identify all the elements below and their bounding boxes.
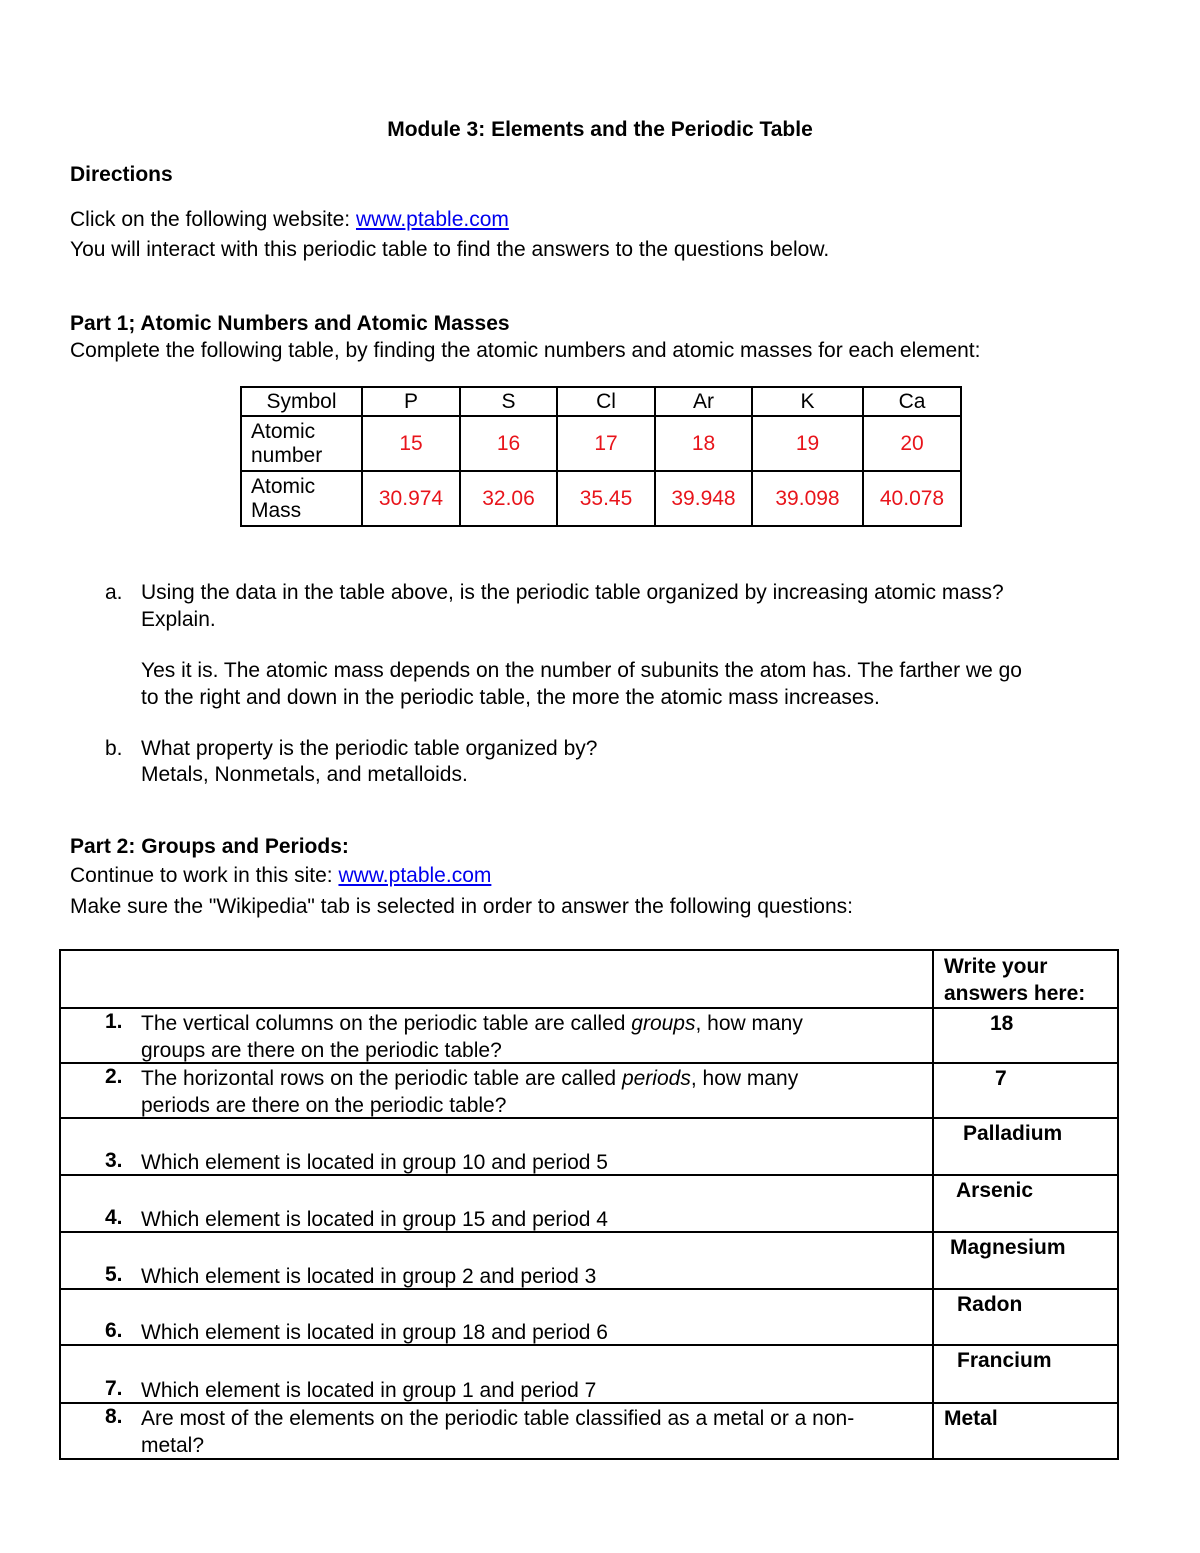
directions-heading: Directions [70,163,173,186]
question-cell [60,1289,933,1345]
atomic-number-cell: 18 [655,416,752,471]
table-row [60,1063,1118,1118]
row-label-line: Mass [251,498,302,522]
question-text: Which element is located in group 18 and period 6 [141,1321,608,1344]
question-cell [60,1232,933,1289]
groups-periods-table [59,949,1119,1460]
answer-cell: 7 [933,1063,1118,1118]
question-text: Are most of the elements on the periodic table classified as a metal or a non-metal? [141,1407,855,1457]
atomic-number-row [241,416,961,471]
question-text-part: The horizontal rows on the periodic table are called [141,1067,622,1090]
question-number: 5. [105,1263,123,1286]
question-text: Which element is located in group 1 and period 7 [141,1379,597,1402]
table-row [60,1008,1118,1063]
question-a-line1: Using the data in the table above, is the periodic table organized by increasing atomic mass? [141,581,1004,604]
directions-line1-text: Click on the following website: [70,208,356,231]
atomic-mass-cell: 40.078 [863,471,961,526]
question-text-part: , how many [690,1067,799,1090]
part1-instruction: Complete the following table, by finding the atomic numbers and atomic masses for each element: [70,339,981,362]
answer-cell: Palladium [933,1118,1118,1175]
atomic-data-table [240,386,962,527]
ptable-link-2[interactable]: www.ptable.com [338,864,492,887]
question-text: Which element is located in group 10 and period 5 [141,1151,608,1174]
symbol-cell: P [362,387,460,416]
question-number: 8. [105,1405,123,1428]
question-cell [60,1345,933,1403]
atomic-mass-cell: 39.948 [655,471,752,526]
question-text-part: The vertical columns on the periodic table are called [141,1012,632,1035]
atomic-number-cell: 17 [557,416,655,471]
symbol-cell: Cl [557,387,655,416]
question-number: 2. [105,1065,123,1088]
part1-heading: Part 1; Atomic Numbers and Atomic Masses [70,312,510,335]
atomic-number-cell: 19 [752,416,863,471]
row-label-line: Atomic [251,474,316,498]
answer-cell: Arsenic [933,1175,1118,1232]
question-number: 7. [105,1377,123,1400]
symbol-row [241,387,961,416]
answer-cell: Metal [933,1403,1118,1459]
question-text: Which element is located in group 2 and period 3 [141,1265,597,1288]
symbol-cell: S [460,387,557,416]
question-cell [60,1008,933,1063]
part2-heading: Part 2: Groups and Periods: [70,835,349,858]
question-text-part: groups are there on the periodic table? [141,1039,502,1062]
answers-header-line: Write your [944,955,1048,978]
question-text-italic: groups [631,1012,696,1035]
question-cell [60,1118,933,1175]
answer-cell: Francium [933,1345,1118,1403]
row-label-symbol: Symbol [241,387,362,416]
question-text: Which element is located in group 15 and period 4 [141,1208,608,1231]
atomic-mass-row [241,471,961,526]
question-cell [60,1403,933,1459]
question-a-letter: a. [105,581,123,604]
atomic-mass-cell: 30.974 [362,471,460,526]
directions-line1 [70,208,509,232]
atomic-number-cell: 16 [460,416,557,471]
answer-b-line1: Metals, Nonmetals, and metalloids. [141,763,468,786]
question-number: 4. [105,1206,123,1229]
question-number: 1. [105,1010,123,1033]
answers-header-line: answers here: [944,982,1086,1005]
question-text [141,1010,892,1064]
row-label-atomic-number [241,416,362,471]
question-text [141,1065,892,1119]
question-a-line2: Explain. [141,608,216,631]
header-empty-cell [60,950,933,1008]
answer-cell: Radon [933,1289,1118,1345]
atomic-mass-cell: 39.098 [752,471,863,526]
question-b-letter: b. [105,737,123,760]
row-label-line: number [251,443,323,467]
symbol-cell: Ar [655,387,752,416]
row-label-line: Atomic [251,419,316,443]
part2-line2: Make sure the "Wikipedia" tab is selected in order to answer the following questions: [70,895,853,918]
question-text-part: periods are there on the periodic table? [141,1094,507,1117]
atomic-mass-cell: 32.06 [460,471,557,526]
table-row [60,1345,1118,1403]
answer-cell: Magnesium [933,1232,1118,1289]
atomic-mass-cell: 35.45 [557,471,655,526]
table-row [60,1232,1118,1289]
part2-line1 [70,864,491,888]
question-b-line1: What property is the periodic table organized by? [141,737,598,760]
question-text-part: , how many [695,1012,803,1035]
table-row [60,1403,1118,1459]
table-row [60,1175,1118,1232]
table-header-row [60,950,1118,1008]
answer-cell: 18 [933,1008,1118,1063]
answer-a-line2: to the right and down in the periodic table, the more the atomic mass increases. [141,686,880,709]
answers-header [933,950,1118,1008]
symbol-cell: K [752,387,863,416]
question-text-italic: periods [621,1067,691,1090]
part2-line1-text: Continue to work in this site: [70,864,339,887]
symbol-cell: Ca [863,387,961,416]
row-label-atomic-mass [241,471,362,526]
question-number: 6. [105,1319,123,1342]
question-cell [60,1063,933,1118]
answer-a-line1: Yes it is. The atomic mass depends on the number of subunits the atom has. The farther we go [141,659,1022,682]
atomic-number-cell: 20 [863,416,961,471]
table-row [60,1289,1118,1345]
page-title: Module 3: Elements and the Periodic Table [387,118,813,141]
question-cell [60,1175,933,1232]
ptable-link[interactable]: www.ptable.com [355,208,509,231]
table-row [60,1118,1118,1175]
directions-line2: You will interact with this periodic table to find the answers to the questions below. [70,238,830,261]
question-number: 3. [105,1149,123,1172]
atomic-number-cell: 15 [362,416,460,471]
